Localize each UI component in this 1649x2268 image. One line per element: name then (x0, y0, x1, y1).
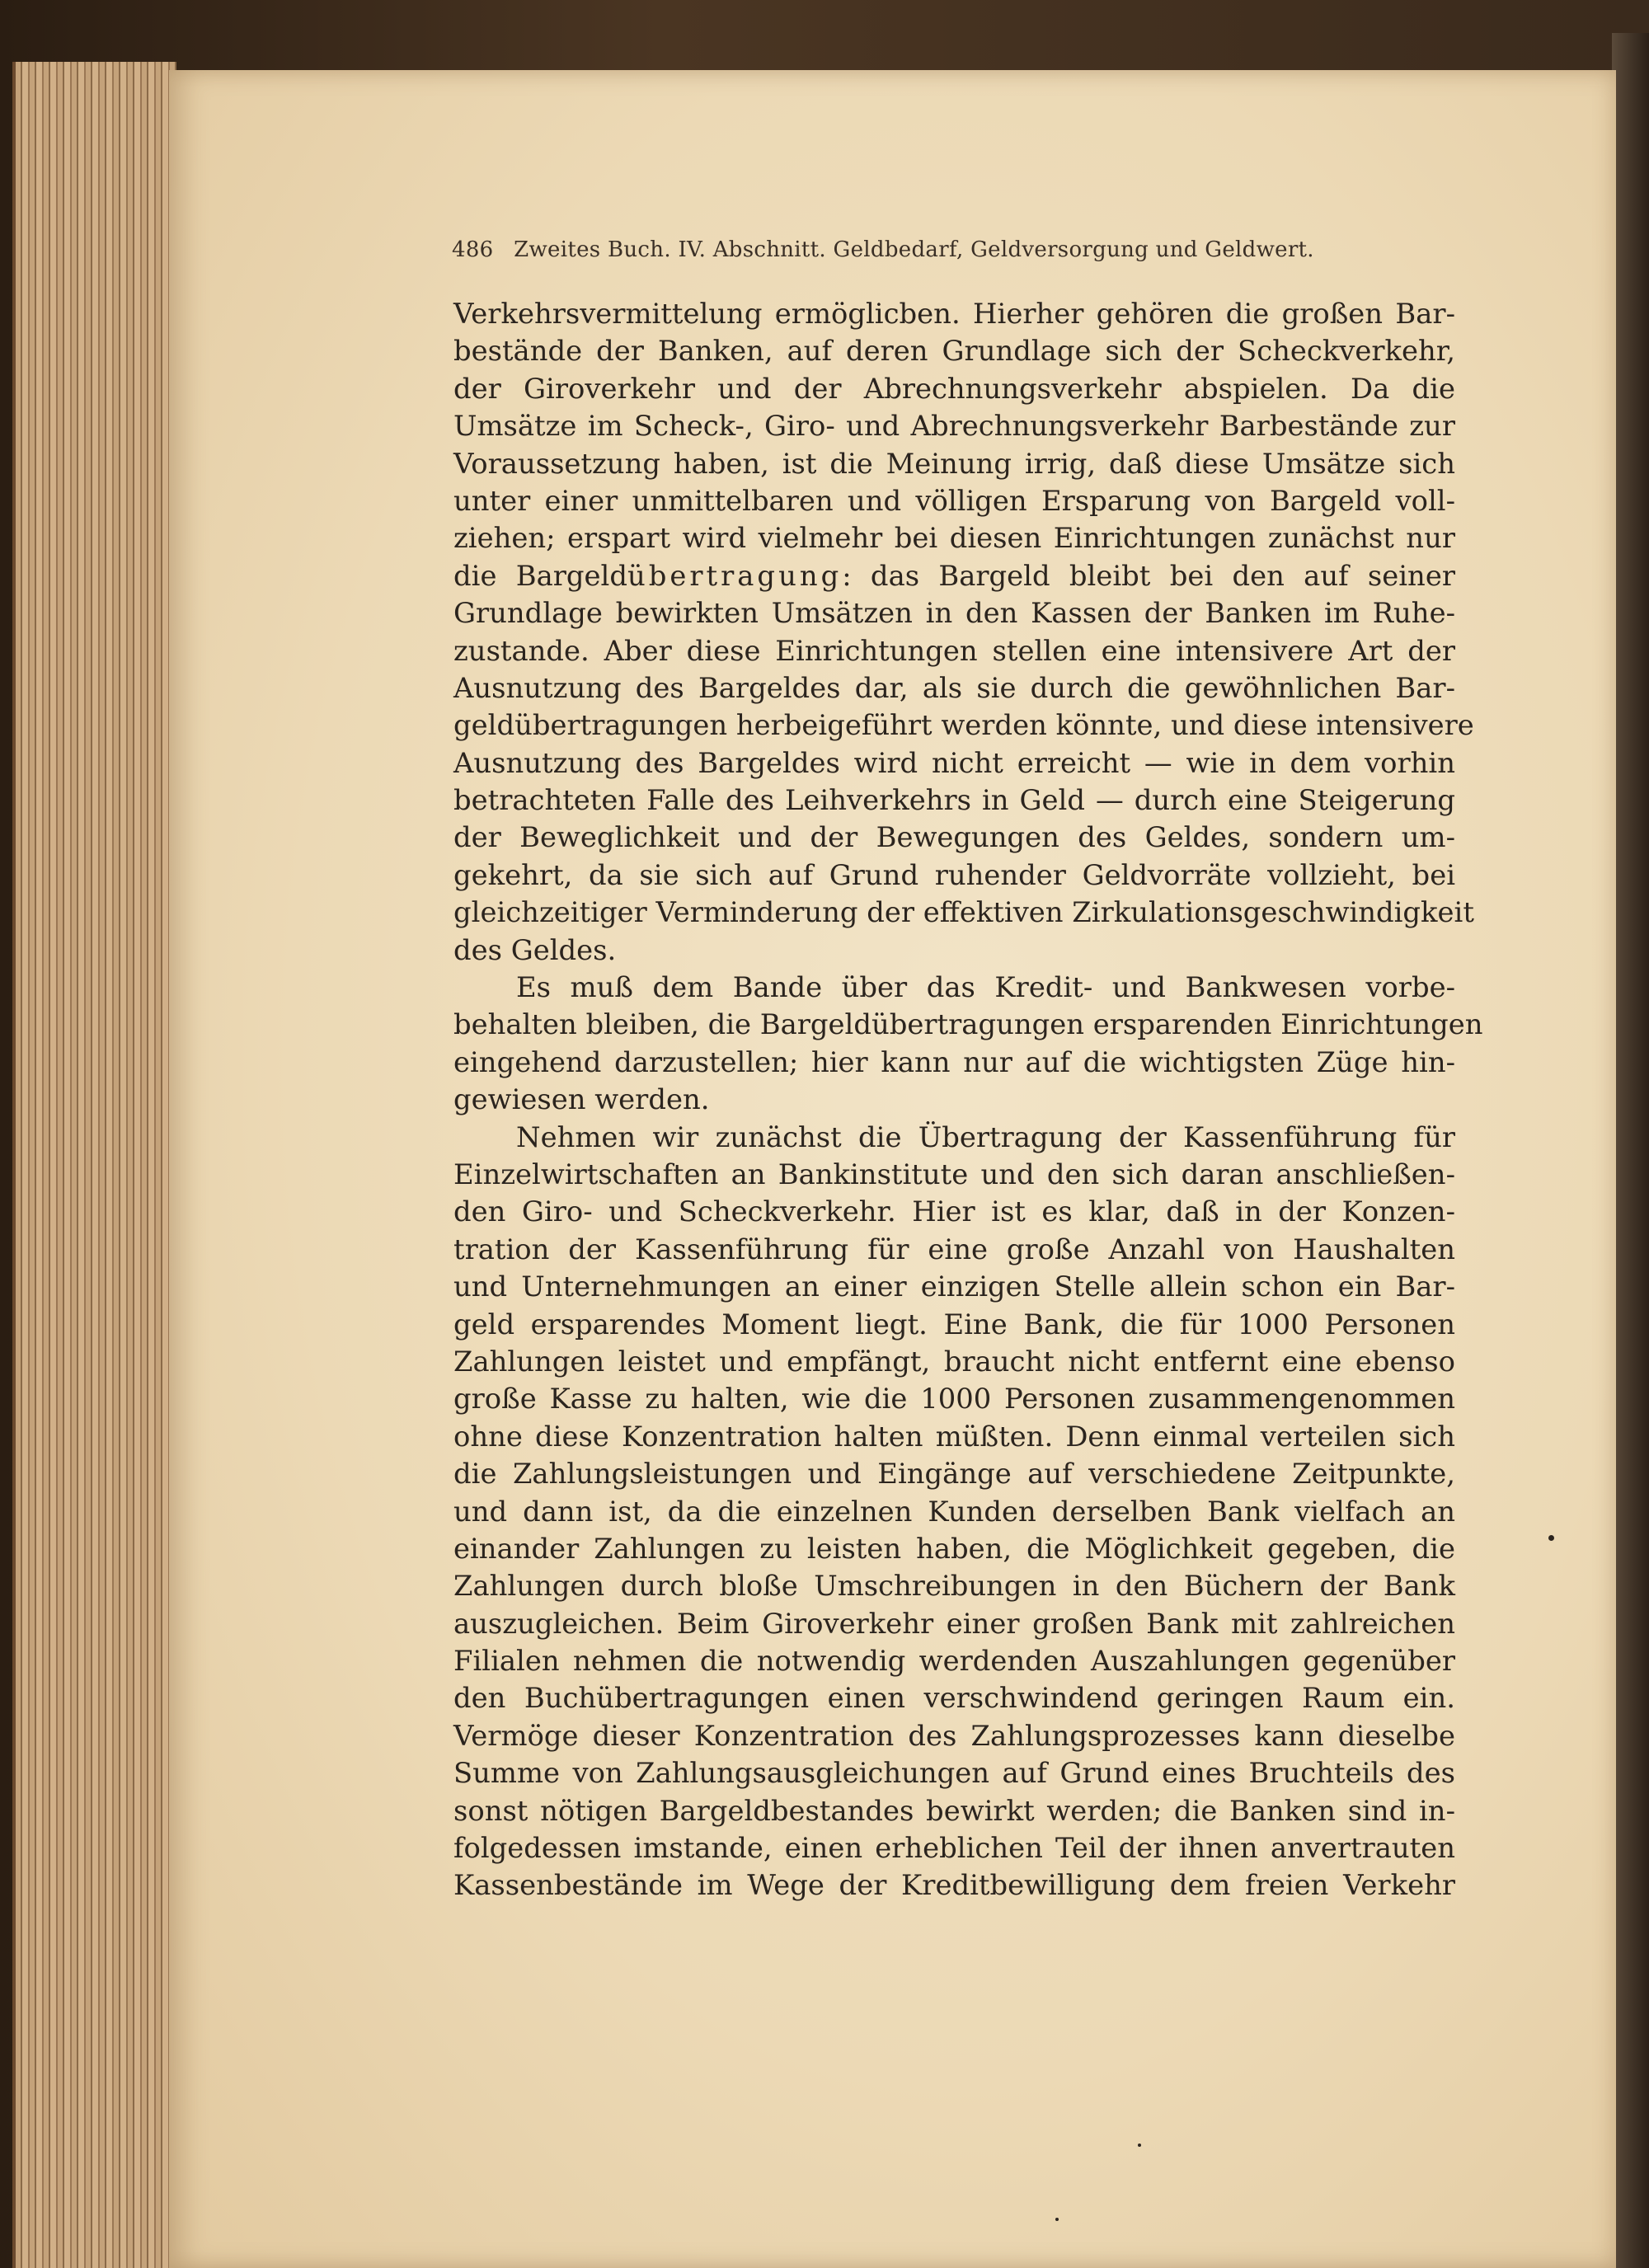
running-head-title: Zweites Buch. IV. Abschnitt. Geldbedarf, Geldversorgung und Geldwert. (514, 237, 1314, 262)
text-line: unter einer unmittelbaren und völligen Ersparung von Bargeld voll- (453, 484, 1455, 517)
text-line: Zahlungen durch bloße Umschreibungen in den Büchern der Bank (453, 1570, 1455, 1603)
text-line: Grundlage bewirkten Umsätzen in den Kassen der Banken im Ruhe- (453, 597, 1455, 630)
text-line: geld ersparendes Moment liegt. Eine Bank, die für 1000 Personen (453, 1308, 1455, 1341)
text-line: Filialen nehmen die notwendig werdenden Auszahlungen gegenüber (453, 1645, 1455, 1678)
text-line: gewiesen werden. (453, 1083, 710, 1116)
text-line: Voraussetzung haben, ist die Meinung irrig, daß diese Umsätze sich (453, 447, 1455, 480)
ink-speck (1055, 2218, 1059, 2221)
text-line: behalten bleiben, die Bargeldübertragungen ersparenden Einrichtungen (453, 1008, 1483, 1041)
book-cover-edge (1612, 33, 1649, 2268)
page-edges (12, 62, 176, 2268)
text-line: Vermöge dieser Konzentration des Zahlungsprozesses kann dieselbe (453, 1719, 1455, 1752)
text-line: Verkehrsvermittelung ermöglicben. Hierher gehören die großen Bar- (453, 298, 1455, 330)
text-line: Nehmen wir zunächst die Übertragung der Kassenführung für (516, 1120, 1455, 1153)
text-line: eingehend darzustellen; hier kann nur auf die wichtigsten Züge hin- (453, 1045, 1455, 1078)
spaced-emphasis: übertragung (627, 559, 843, 592)
text-line: einander Zahlungen zu leisten haben, die Möglichkeit gegeben, die (453, 1532, 1455, 1565)
text-line: der Giroverkehr und der Abrechnungsverkehr abspielen. Da die (453, 372, 1455, 405)
text-line: gleichzeitiger Verminderung der effektiven Zirkulationsgeschwindigkeit (453, 896, 1474, 929)
text-segment: die Bargeld (453, 559, 627, 592)
ink-speck (1548, 1535, 1554, 1541)
text-line: sonst nötigen Bargeldbestandes bewirkt werden; die Banken sind in- (453, 1794, 1455, 1827)
text-line: auszugleichen. Beim Giroverkehr einer großen Bank mit zahlreichen (453, 1607, 1455, 1640)
text-line: die Zahlungsleistungen und Eingänge auf verschiedene Zeitpunkte, (453, 1458, 1455, 1491)
text-line: große Kasse zu halten, wie die 1000 Personen zusammengenommen (453, 1383, 1455, 1416)
ink-speck (1138, 2144, 1141, 2147)
running-head (452, 237, 1375, 262)
text-line: Ausnutzung des Bargeldes wird nicht erreicht — wie in dem vorhin (453, 746, 1455, 779)
text-line: ohne diese Konzentration halten müßten. Denn einmal verteilen sich (453, 1420, 1455, 1453)
text-line: bestände der Banken, auf deren Grundlage sich der Scheckverkehr, (453, 335, 1455, 368)
text-line: und Unternehmungen an einer einzigen Stelle allein schon ein Bar- (453, 1270, 1455, 1303)
text-line: ziehen; erspart wird vielmehr bei diesen Einrichtungen zunächst nur (453, 522, 1455, 555)
text-line: geldübertragungen herbeigeführt werden könnte, und diese intensivere (453, 709, 1474, 742)
text-line (453, 557, 1455, 594)
text-line: und dann ist, da die einzelnen Kunden derselben Bank vielfach an (453, 1495, 1455, 1528)
text-line: Ausnutzung des Bargeldes dar, als sie durch die gewöhnlichen Bar- (453, 671, 1455, 704)
text-line: Zahlungen leistet und empfängt, braucht nicht entfernt eine ebenso (453, 1345, 1455, 1378)
text-line: Einzelwirtschaften an Bankinstitute und den sich daran anschließen- (453, 1157, 1455, 1190)
page-number: 486 (452, 237, 494, 262)
text-line: Kassenbestände im Wege der Kreditbewilligung dem freien Verkehr (453, 1869, 1455, 1902)
text-line: Summe von Zahlungsausgleichungen auf Grund eines Bruchteils des (453, 1757, 1455, 1790)
text-line: folgedessen imstande, einen erheblichen Teil der ihnen anvertrauten (453, 1832, 1455, 1865)
text-line: Es muß dem Bande über das Kredit- und Bankwesen vorbe- (516, 971, 1455, 1004)
text-line: betrachteten Falle des Leihverkehrs in Geld — durch eine Steigerung (453, 784, 1455, 817)
text-line: der Beweglichkeit und der Bewegungen des Geldes, sondern um- (453, 821, 1455, 854)
text-line: den Giro- und Scheckverkehr. Hier ist es klar, daß in der Konzen- (453, 1195, 1455, 1228)
text-line: des Geldes. (453, 933, 617, 966)
text-line: tration der Kassenführung für eine große Anzahl von Haushalten (453, 1233, 1455, 1265)
text-line: zustande. Aber diese Einrichtungen stellen eine intensivere Art der (453, 634, 1455, 667)
text-segment: : das Bargeld bleibt bei den auf seiner (842, 559, 1455, 592)
text-line: Umsätze im Scheck-, Giro- und Abrechnungsverkehr Barbestände zur (453, 410, 1455, 443)
text-line: gekehrt, da sie sich auf Grund ruhender Geldvorräte vollzieht, bei (453, 858, 1455, 891)
text-line: den Buchübertragungen einen verschwindend geringen Raum ein. (453, 1682, 1455, 1715)
body-text (453, 295, 1483, 1904)
